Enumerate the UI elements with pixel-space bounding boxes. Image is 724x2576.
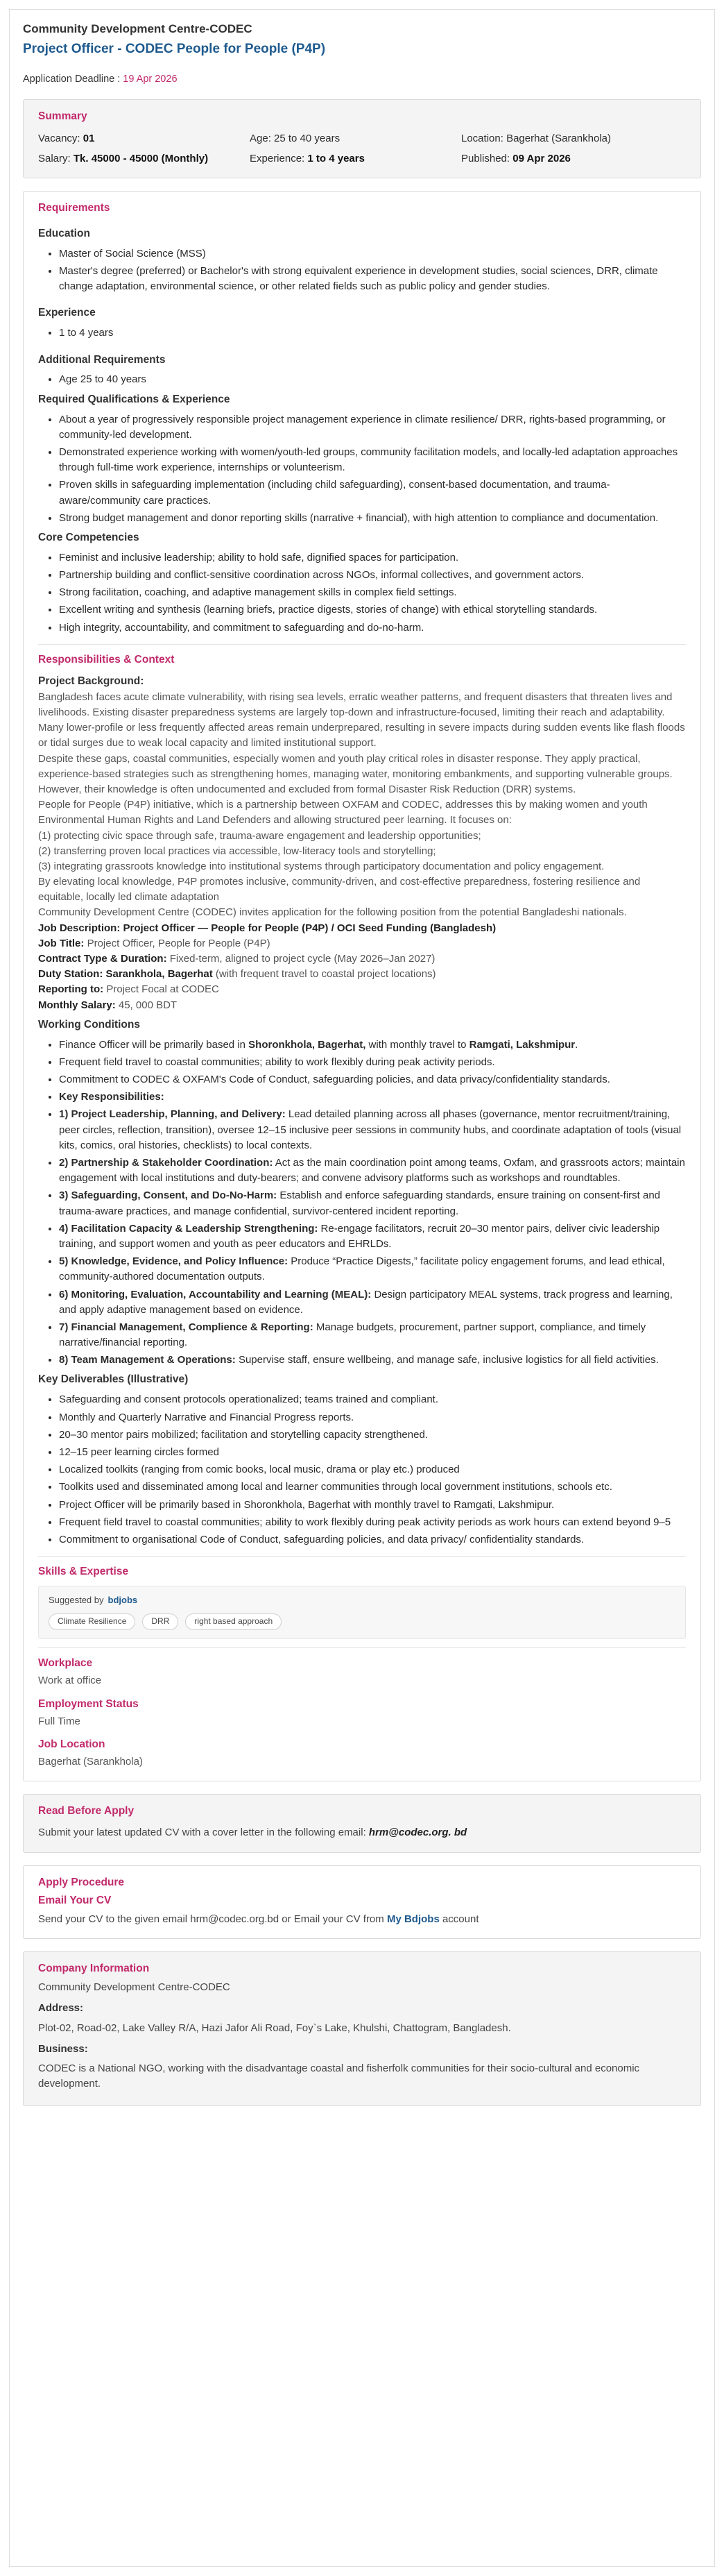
- deadline-label: Application Deadline :: [23, 73, 121, 85]
- list-item: • 1) Project Leadership, Planning, and Delivery: Lead detailed planning across all phases (governance, mentor recruitment/training, peer circles, reflection, transition), oversee 12–15 inclusive peer sessions in community hubs, and coordinate adaptation of tools (visual kits, comics, oral histories, checklists) to local contexts.: [59, 1107, 686, 1153]
- background-paragraph: By elevating local knowledge, P4P promotes inclusive, community-driven, and cost-effective preparedness, fostering resilience and equitable, locally led climate adaptation: [38, 876, 641, 904]
- focus-item: (3) integrating grassroots knowledge into institutional systems through participatory documentation and policy engagement.: [38, 860, 605, 872]
- address-value: Plot-02, Road-02, Lake Valley R/A, Hazi Jafor Ali Road, Foy`s Lake, Khulshi, Chattogram, Bangladesh.: [38, 2022, 511, 2034]
- list-item: • Partnership building and conflict-sensitive coordination across NGOs, informal collectives, and government actors.: [59, 568, 686, 583]
- list-item: • Proven skills in safeguarding implementation (including child safeguarding), consent-based documentation, and trauma-aware/community care practices.: [59, 477, 686, 508]
- hr-email[interactable]: hrm@codec.org. bd: [368, 1827, 467, 1839]
- workplace-title: Workplace: [38, 1657, 93, 1670]
- additional-title: Additional Requirements: [38, 353, 166, 366]
- salary: Salary: Tk. 45000 - 45000 (Monthly): [38, 152, 209, 164]
- list-item: • Master's degree (preferred) or Bachelor's with strong equivalent experience in development studies, social sciences, DRR, climate change adaptation, environmental science, or other related fields such as public policy and gender studies.: [59, 264, 686, 294]
- list-item: • 3) Safeguarding, Consent, and Do-No-Harm: Establish and enforce safeguarding standards, ensure training on consent-first and trauma-aware practices, and manage confidential, survivor-centered incident reporting.: [59, 1188, 686, 1219]
- education-title: Education: [38, 227, 90, 239]
- qualifications-title: Required Qualifications & Experience: [38, 393, 230, 405]
- business-label: Business:: [38, 2042, 88, 2055]
- duty-station-row: Duty Station: Sarankhola, Bagerhat (with frequent travel to coastal project locations): [38, 968, 436, 981]
- responsibilities-title: Responsibilities & Context: [38, 653, 175, 666]
- list-item: • Safeguarding and consent protocols operationalized; teams trained and compliant.: [59, 1392, 686, 1407]
- list-item: • 5) Knowledge, Evidence, and Policy Influence: Produce “Practice Digests,” facilitate policy engagement forums, and lead ethical, community-authored documentation outputs.: [59, 1254, 686, 1285]
- list-item: • Project Officer will be primarily based in Shoronkhola, Bagerhat with monthly travel to Ramgati, Lakshmipur.: [59, 1498, 686, 1513]
- list-item: • Finance Officer will be primarily based in Shoronkhola, Bagerhat, with monthly travel to Ramgati, Lakshmipur.: [59, 1037, 686, 1053]
- apply-procedure-text: Send your CV to the given email hrm@codec.org.bd or Email your CV from My Bdjobs account: [38, 1913, 479, 1925]
- bdjobs-logo: bdjobs: [107, 1595, 138, 1606]
- job-description-heading: Job Description: Project Officer — People for People (P4P) / OCI Seed Funding (Bangladesh): [38, 922, 497, 934]
- contract-row: Contract Type & Duration: Fixed-term, aligned to project cycle (May 2026–Jan 2027): [38, 953, 436, 965]
- read-before-apply-text: Submit your latest updated CV with a cover letter in the following email: hrm@codec.org. bd: [38, 1827, 467, 1839]
- education-list: [59, 246, 686, 295]
- read-before-apply-card: [23, 1794, 701, 1852]
- background-paragraph: People for People (P4P) initiative, which is a partnership between OXFAM and CODEC, addresses this by making women and youth Environmental Human Rights and Land Defenders and allowing structured peer learning. It focuses on:: [38, 799, 648, 827]
- list-item: • 4) Facilitation Capacity & Leadership Strengthening: Re-engage facilitators, recruit 20–30 mentor pairs, deliver civic leadership training, and support women and youth as peer educators and EHRLDs.: [59, 1221, 686, 1252]
- qualifications-list: [59, 412, 686, 526]
- background-paragraph: Bangladesh faces acute climate vulnerability, with rising sea levels, erratic weather patterns, and frequent disasters that threaten lives and livelihoods. Existing disaster preparedness systems are largely top-down and infrastructure-focused, limiting their reach and adaptability. Many lower-profile or less frequently affected areas remain underprepared, resulting in severe impacts during sudden events like flash floods or tidal surges due to weak local capacity and limited institutional support.: [38, 690, 685, 749]
- summary-card: [23, 99, 701, 178]
- job-title: Project Officer - CODEC People for People (P4P): [23, 42, 326, 57]
- workplace-value: Work at office: [38, 1675, 102, 1687]
- experience-list: [59, 325, 686, 341]
- list-item: • Toolkits used and disseminated among local and learner communities through local government institutions, schools etc.: [59, 1480, 686, 1495]
- deadline-date: 19 Apr 2026: [123, 73, 178, 85]
- reporting-row: Reporting to: Project Focal at CODEC: [38, 983, 219, 996]
- list-item: • Key Responsibilities:: [59, 1090, 686, 1105]
- additional-list: [59, 372, 686, 387]
- divider: [38, 1647, 686, 1648]
- experience-title: Experience: [38, 307, 96, 319]
- vacancy: Vacancy: 01: [38, 133, 95, 145]
- apply-procedure-title: Apply Procedure: [38, 1876, 125, 1888]
- apply-procedure-card: [23, 1865, 701, 1939]
- list-item: • Demonstrated experience working with women/youth-led groups, community facilitation models, and locally-led adaptation approaches through full-time work experience, internships or volunteerism.: [59, 445, 686, 475]
- address-label: Address:: [38, 2002, 84, 2015]
- working-conditions-title: Working Conditions: [38, 1018, 140, 1031]
- company-name: Community Development Centre-CODEC: [23, 22, 252, 35]
- divider: [38, 1556, 686, 1557]
- list-item: • 8) Team Management & Operations: Supervise staff, ensure wellbeing, and manage safe, inclusive logistics for all field activities.: [59, 1353, 686, 1368]
- list-item: • 12–15 peer learning circles formed: [59, 1445, 686, 1460]
- list-item: • High integrity, accountability, and commitment to safeguarding and do-no-harm.: [59, 620, 686, 636]
- list-item: • Strong budget management and donor reporting skills (narrative + financial), with high attention to compliance and documentation.: [59, 511, 686, 526]
- employment-status-title: Employment Status: [38, 1697, 139, 1710]
- list-item: • Commitment to organisational Code of Conduct, safeguarding policies, and data privacy/ confidentiality standards.: [59, 1532, 686, 1548]
- skill-tag[interactable]: DRR: [142, 1613, 178, 1630]
- business-value: CODEC is a National NGO, working with the disadvantage coastal and fisherfolk communities for their socio-cultural and economic development.: [38, 2062, 640, 2090]
- email-cv-title: Email Your CV: [38, 1894, 112, 1906]
- job-location-value: Bagerhat (Sarankhola): [38, 1756, 143, 1768]
- list-item: • Age 25 to 40 years: [59, 372, 686, 387]
- read-before-apply-title: Read Before Apply: [38, 1805, 135, 1817]
- list-item: • Strong facilitation, coaching, and adaptive management skills in complex field settings.: [59, 585, 686, 600]
- company-info-name: Community Development Centre-CODEC: [38, 1981, 230, 1994]
- skills-title: Skills & Expertise: [38, 1566, 129, 1578]
- list-item: • Excellent writing and synthesis (learning briefs, practice digests, stories of change) with ethical storytelling standards.: [59, 602, 686, 618]
- list-item: • Frequent field travel to coastal communities; ability to work flexibly during peak activity periods.: [59, 1055, 686, 1070]
- focus-item: (2) transferring proven local practices via accessible, low-literacy tools and storytelling;: [38, 845, 436, 857]
- requirements-title: Requirements: [38, 201, 110, 214]
- list-item: • 2) Partnership & Stakeholder Coordination: Act as the main coordination point among teams, Oxfam, and grassroots actors; maintain engagement with local institutions and duty-bearers; and convene advisory platforms such as workshops and roundtables.: [59, 1155, 686, 1186]
- background-paragraph: Despite these gaps, coastal communities, especially women and youth play critical roles in disaster response. They apply practical, experience-based strategies such as strengthening homes, managing water, monitoring embankments, and supporting vulnerable groups. However, their knowledge is often undocumented and excluded from formal Disaster Risk Reduction (DRR) systems.: [38, 752, 673, 795]
- list-item: • 6) Monitoring, Evaluation, Accountability and Learning (MEAL): Design participatory MEAL systems, track progress and learning, and apply adaptive management based on evidence.: [59, 1287, 686, 1318]
- skills-suggestion-box: [38, 1586, 686, 1639]
- deliverables-list: [59, 1392, 686, 1548]
- company-information-card: [23, 1951, 701, 2106]
- list-item: • Monthly and Quarterly Narrative and Financial Progress reports.: [59, 1410, 686, 1425]
- list-item: • Master of Social Science (MSS): [59, 246, 686, 262]
- list-item: • Localized toolkits (ranging from comic books, local music, drama or play etc.) produced: [59, 1462, 686, 1477]
- skill-tags: [49, 1613, 675, 1630]
- list-item: • Feminist and inclusive leadership; ability to hold safe, dignified spaces for participation.: [59, 550, 686, 566]
- list-item: • Frequent field travel to coastal communities; ability to work flexibly during peak activity periods as work hours can extend beyond 9–5: [59, 1515, 686, 1530]
- focus-item: (1) protecting civic space through safe, trauma-aware engagement and leadership opportunities;: [38, 829, 481, 842]
- my-bdjobs-link[interactable]: My Bdjobs: [386, 1913, 440, 1925]
- location: Location: Bagerhat (Sarankhola): [461, 133, 611, 145]
- list-item: • About a year of progressively responsible project management experience in climate resilience/ DRR, rights-based programming, or community-led development.: [59, 412, 686, 443]
- experience: Experience: 1 to 4 years: [250, 152, 365, 164]
- competencies-title: Core Competencies: [38, 531, 139, 543]
- skill-tag[interactable]: right based approach: [185, 1613, 282, 1630]
- list-item: • 20–30 mentor pairs mobilized; facilitation and storytelling capacity strengthened.: [59, 1427, 686, 1443]
- job-details-page: [9, 9, 715, 2567]
- job-title-row: Job Title: Project Officer, People for People (P4P): [38, 937, 270, 949]
- list-item: • 1 to 4 years: [59, 325, 686, 341]
- job-location-title: Job Location: [38, 1738, 105, 1750]
- age: Age: 25 to 40 years: [250, 133, 341, 145]
- company-information-title: Company Information: [38, 1963, 150, 1974]
- deliverables-title: Key Deliverables (Illustrative): [38, 1373, 189, 1386]
- divider: [38, 644, 686, 645]
- published: Published: 09 Apr 2026: [461, 152, 571, 164]
- project-background-title: Project Background:: [38, 675, 144, 687]
- list-item: • 7) Financial Management, Complience & Reporting: Manage budgets, procurement, partner support, compliance, and timely narrative/financial reporting.: [59, 1320, 686, 1350]
- competencies-list: [59, 550, 686, 636]
- employment-status-value: Full Time: [38, 1715, 80, 1727]
- list-item: • Commitment to CODEC & OXFAM's Code of Conduct, safeguarding policies, and data privacy/confidentiality standards.: [59, 1072, 686, 1087]
- skill-tag[interactable]: Climate Resilience: [49, 1613, 135, 1630]
- summary-title: Summary: [38, 110, 87, 123]
- background-paragraph: Community Development Centre (CODEC) invites application for the following position from the potential Bangladeshi nationals.: [38, 906, 627, 919]
- working-conditions-list: [59, 1037, 686, 1368]
- application-deadline: [23, 72, 701, 87]
- monthly-salary-row: Monthly Salary: 45, 000 BDT: [38, 999, 178, 1011]
- suggested-by-label: Suggested by: [49, 1595, 104, 1606]
- details-card: [23, 191, 701, 1781]
